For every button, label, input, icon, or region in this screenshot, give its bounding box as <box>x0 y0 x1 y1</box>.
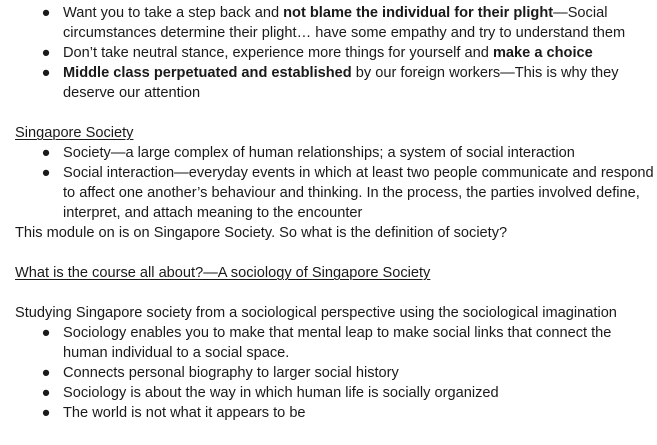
bullet-icon: ● <box>41 405 51 421</box>
section-heading-singapore-society: Singapore Society <box>15 125 134 141</box>
list-item-bold-text: make a choice <box>492 45 593 61</box>
list-item-text: Sociology enables you to make that mental leap to make social links that connect the human individual to a social space. <box>63 325 612 361</box>
section-heading-course-overview: What is the course all about?—A sociology of Singapore Society <box>15 265 431 281</box>
list-item <box>15 163 655 223</box>
list-item <box>15 63 655 103</box>
list-item-text: —Social circumstances determine their plight… have some empathy and try to understand them <box>63 5 626 41</box>
list-item-text: Sociology is about the way in which human life is socially organized <box>63 385 499 401</box>
list-item <box>15 3 655 43</box>
document-body <box>15 3 655 423</box>
blank-line <box>15 283 655 303</box>
list-item <box>15 43 655 63</box>
list-item-bold-text: Middle class perpetuated and established <box>63 65 352 81</box>
bullet-icon: ● <box>41 5 51 21</box>
bullet-icon: ● <box>41 385 51 401</box>
list-item-text: Social interaction—everyday events in which at least two people communicate and respond to affect one another’s behaviour and thinking. In the process, the parties involved define, interpret, and attach meaning to the encounter <box>63 165 654 221</box>
list-item <box>15 383 655 403</box>
list-item-text: Don’t take neutral stance, experience more things for yourself and <box>63 45 493 61</box>
blank-line <box>15 103 655 123</box>
list-item <box>15 363 655 383</box>
bullet-icon: ● <box>41 165 51 181</box>
list-item <box>15 403 655 423</box>
bullet-icon: ● <box>41 325 51 341</box>
intro-bullet-list <box>15 3 655 103</box>
list-item <box>15 323 655 363</box>
list-item-bold-text: not blame the individual for their plight <box>283 5 554 21</box>
list-item-text: Want you to take a step back and <box>63 5 284 21</box>
list-item-text: Connects personal biography to larger social history <box>63 365 399 381</box>
bullet-icon: ● <box>41 65 51 81</box>
list-item-text: Society—a large complex of human relationships; a system of social interaction <box>63 145 575 161</box>
list-item-text: The world is not what it appears to be <box>63 405 306 421</box>
bullet-icon: ● <box>41 45 51 61</box>
course-intro-paragraph: Studying Singapore society from a sociological perspective using the sociological imagination <box>15 305 617 321</box>
module-definition-paragraph: This module on is on Singapore Society. So what is the definition of society? <box>15 225 508 241</box>
list-item-text: by our foreign workers—This is why they deserve our attention <box>63 65 619 101</box>
sociology-bullet-list <box>15 323 655 423</box>
list-item <box>15 143 655 163</box>
bullet-icon: ● <box>41 145 51 161</box>
bullet-icon: ● <box>41 365 51 381</box>
blank-line <box>15 243 655 263</box>
society-bullet-list <box>15 143 655 223</box>
